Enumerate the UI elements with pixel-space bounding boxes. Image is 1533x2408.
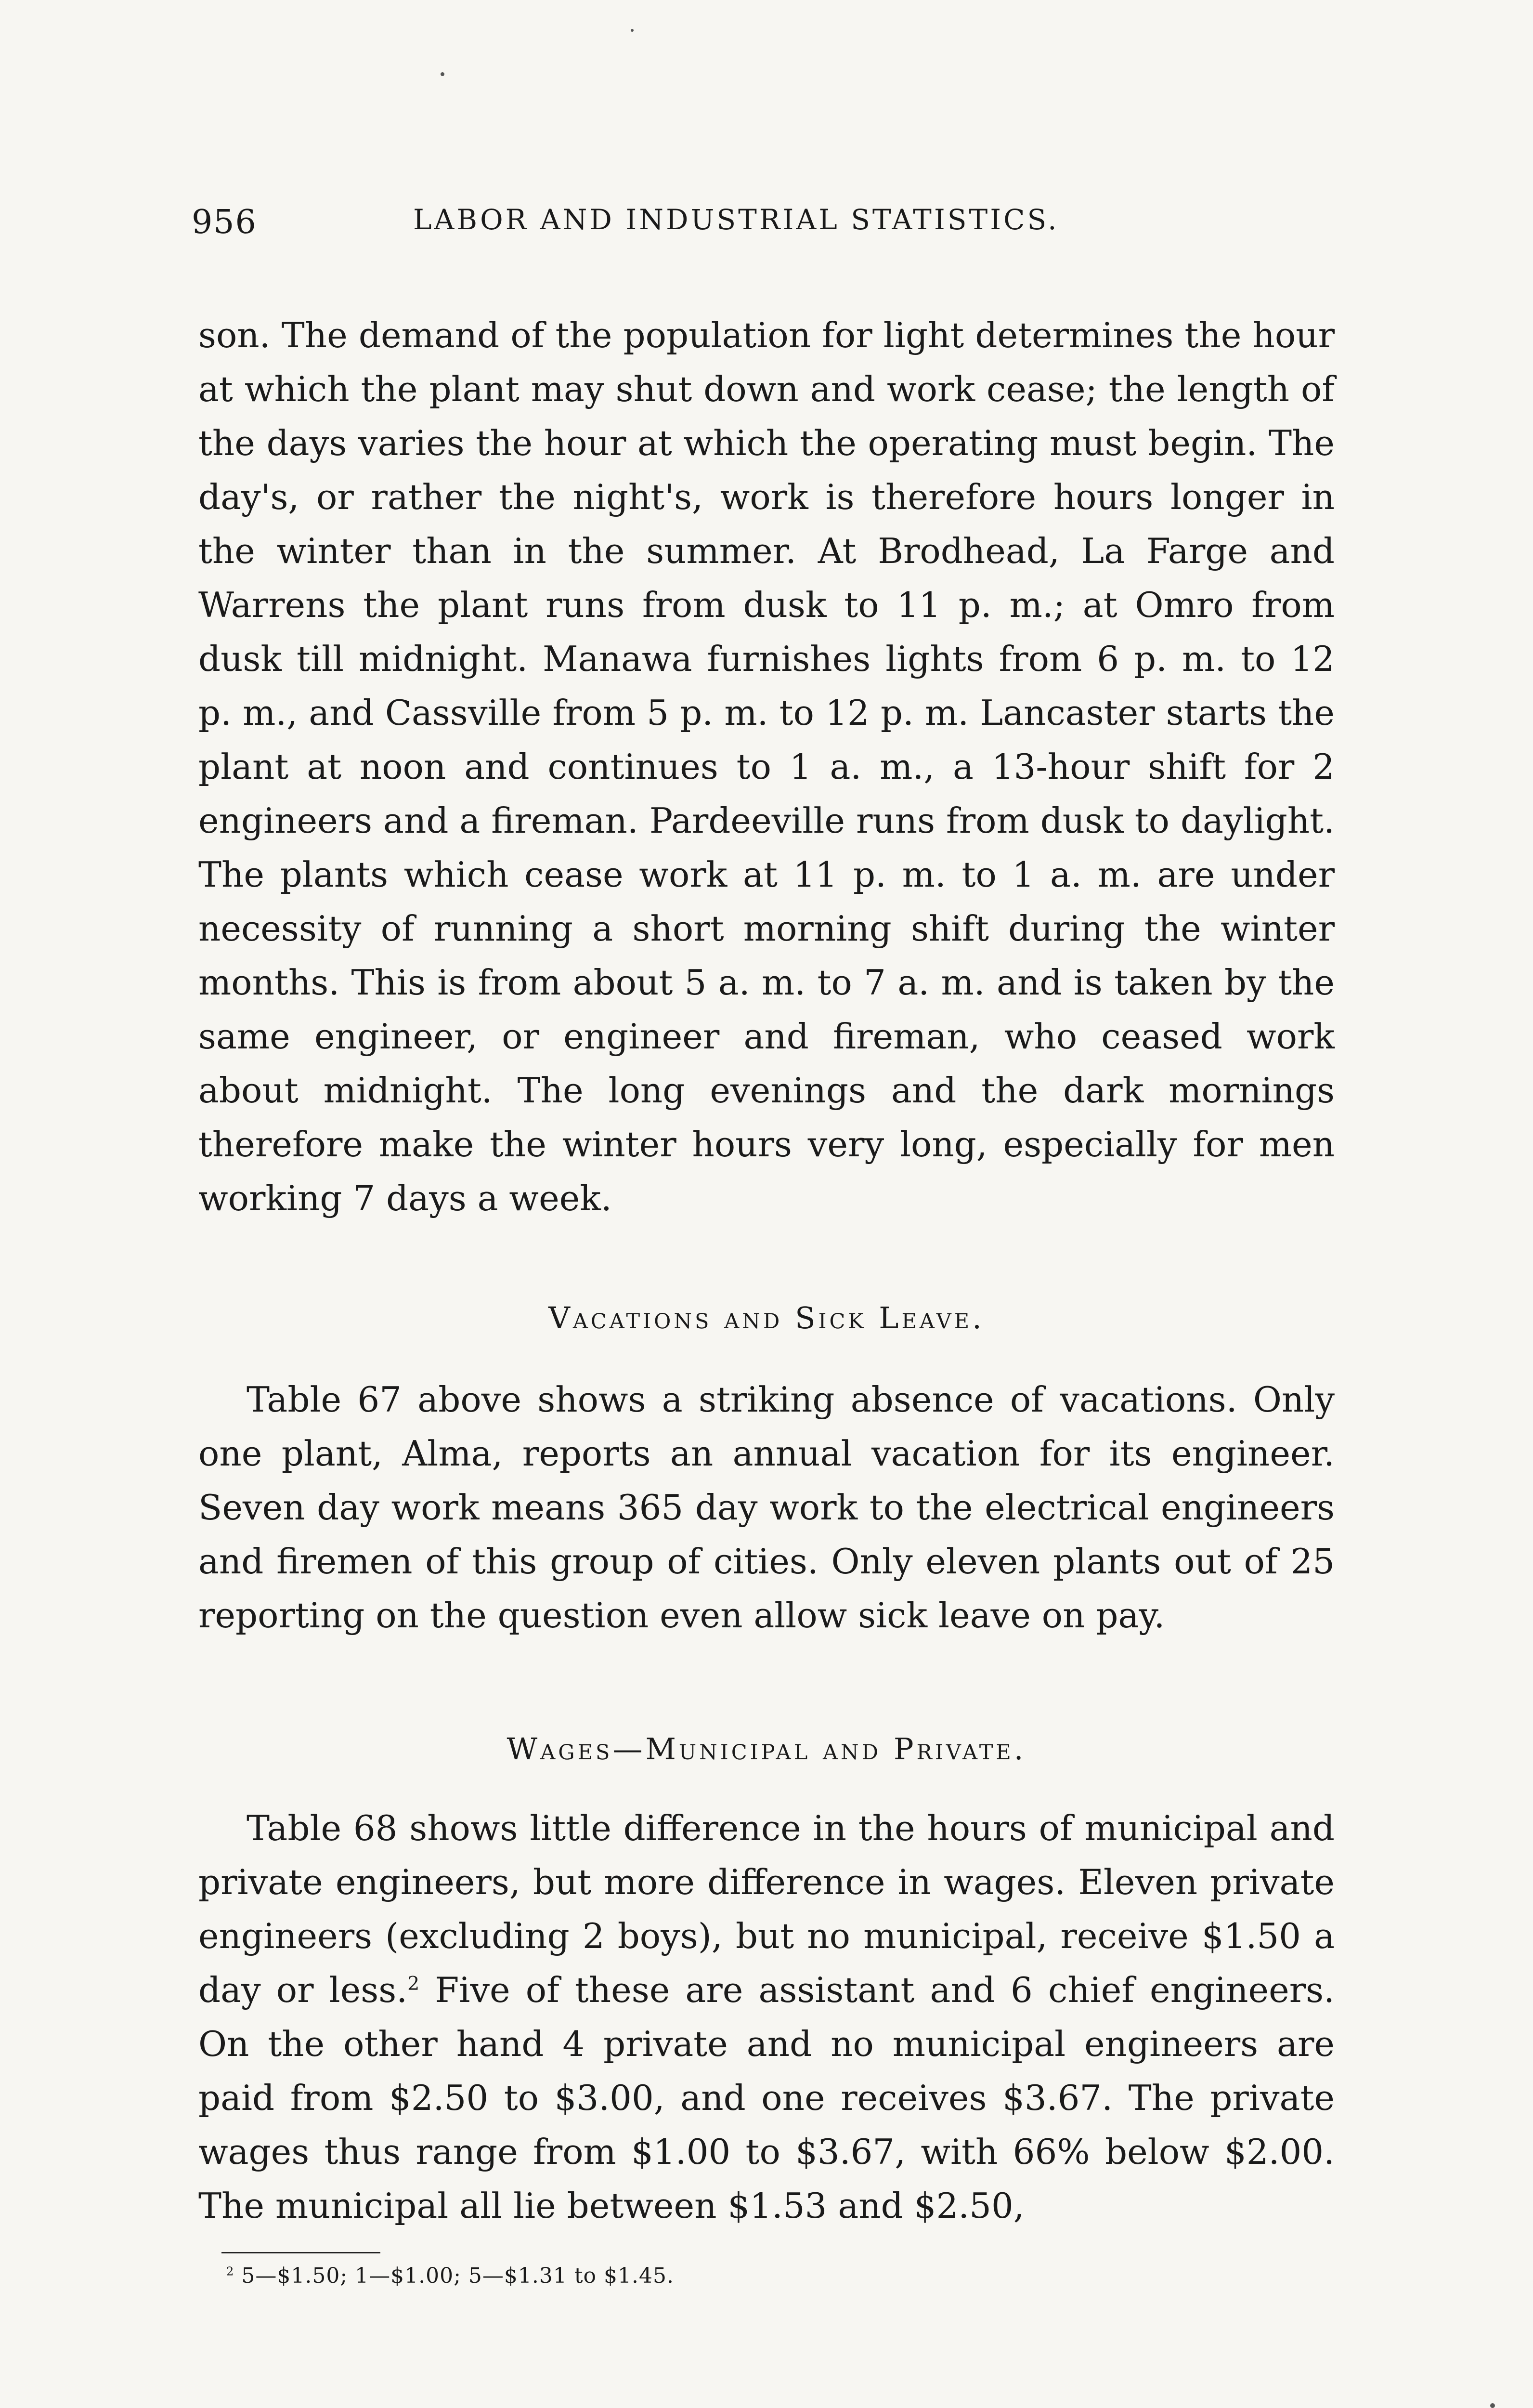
footnote: [226, 2264, 674, 2288]
footnote-mark: 2: [226, 2264, 234, 2278]
scan-speck: [441, 72, 444, 76]
paragraph-continued: son. The demand of the population for light determines the hour at which the plant may shut down and work cease; the length of the days varies the hour at which the operating must begin. The day's, or rather the night's, work is therefore hours longer in the winter than in the summer. At Brodhead, La Farge and Warrens the plant runs from dusk to 11 p. m.; at Omro from dusk till midnight. Manawa furnishes lights from 6 p. m. to 12 p. m., and Cassville from 5 p. m. to 12 p. m. Lancaster starts the plant at noon and continues to 1 a. m., a 13-hour shift for 2 engineers and a fireman. Pardeeville runs from dusk to daylight. The plants which cease work at 11 p. m. to 1 a. m. are under necessity of running a short morning shift during the winter months. This is from about 5 a. m. to 7 a. m. and is taken by the same engineer, or engineer and fireman, who ceased work about midnight. The long evenings and the dark mornings therefore make the winter hours very long, especially for men working 7 days a week.: [198, 315, 1335, 1218]
paragraph-wages-part-1: Table 68 shows little difference in the hours of municipal and private engineers, but more difference in wages. Eleven private engineers (excluding 2 boys), but no municipal, receive $1.50 a day or less.: [198, 1808, 1335, 2010]
paragraph-wages-part-2: Five of these are assistant and 6 chief engineers. On the other hand 4 private and no municipal engineers are paid from $2.50 to $3.00, and one receives $3.67. The private wages thus range from $1.00 to $3.67, with 66% below $2.00. The municipal all lie between $1.53 and $2.50,: [198, 1970, 1335, 2226]
page-number: 956: [192, 203, 257, 241]
footnote-reference: 2: [407, 1973, 420, 1995]
paragraph-vacations: Table 67 above shows a striking absence of vacations. Only one plant, Alma, reports an annual vacation for its engineer. Seven day work means 365 day work to the electrical engineers and firemen of this group of cities. Only eleven plants out of 25 reporting on the question even allow sick leave on pay.: [198, 1379, 1335, 1636]
paragraph-wages: [198, 1801, 1335, 2233]
scan-speck: [631, 29, 634, 32]
running-head: [192, 203, 1341, 242]
footnote-rule: [221, 2252, 380, 2253]
footnote-text: 5—$1.50; 1—$1.00; 5—$1.31 to $1.45.: [234, 2264, 674, 2288]
running-title: LABOR AND INDUSTRIAL STATISTICS.: [413, 203, 1059, 236]
scan-speck: [1490, 2403, 1495, 2408]
section-heading-wages: Wages—Municipal and Private.: [507, 1731, 1026, 1767]
section-heading-vacations: Vacations and Sick Leave.: [548, 1300, 985, 1335]
